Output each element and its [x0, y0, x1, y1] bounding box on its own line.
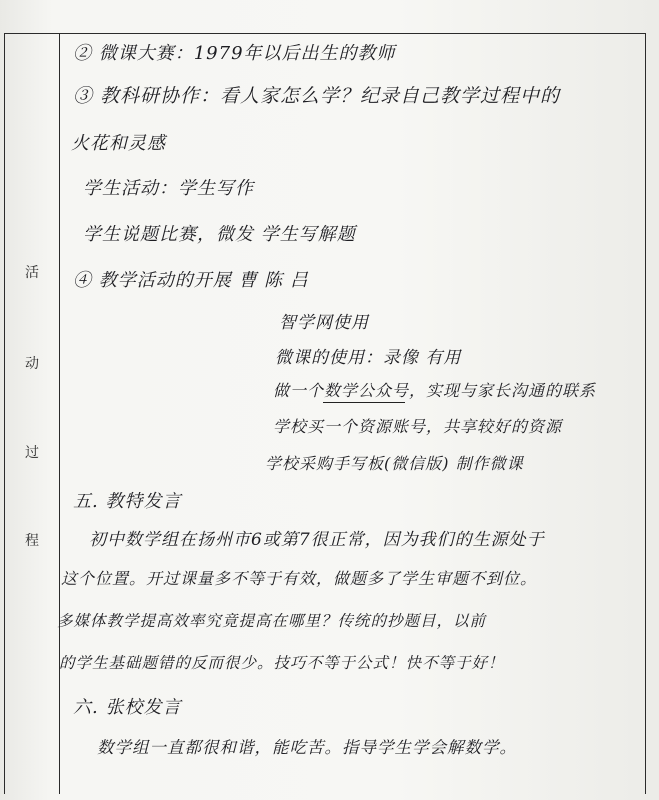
- activity-notes: [57, 34, 645, 794]
- section-heading: 五. 教特发言: [73, 491, 182, 512]
- label-column: [5, 34, 60, 794]
- note-line: ② 微课大赛：1979年以后出生的教师: [73, 43, 396, 64]
- note-line: ④ 教学活动的开展 曹 陈 吕: [73, 270, 309, 291]
- side-label-char: 动: [25, 356, 39, 372]
- note-line: 初中数学组在扬州市6或第7很正常，因为我们的生源处于: [89, 530, 545, 550]
- side-label-char: 活: [25, 265, 39, 281]
- note-line: 的学生基础题错的反而很少。技巧不等于公式！快不等于好！: [59, 654, 505, 672]
- note-line: 做一个数学公众号，实现与家长沟通的联系: [273, 381, 597, 400]
- note-line: 学生说题比赛，微发 学生写解题: [83, 224, 356, 245]
- note-line: 火花和灵感: [71, 133, 166, 154]
- note-line: 多媒体教学提高效率究竟提高在哪里？传统的抄题目，以前: [57, 612, 487, 630]
- note-line: 这个位置。开过课量多不等于有效，做题多了学生审题不到位。: [61, 569, 538, 588]
- note-line: 学校买一个资源账号，共享较好的资源: [273, 417, 563, 436]
- section-heading: 六. 张校发言: [73, 697, 182, 718]
- side-label-char: 过: [25, 445, 39, 461]
- note-line: ③ 教科研协作：看人家怎么学？纪录自己教学过程中的: [73, 85, 561, 107]
- note-line: 学校采购手写板(微信版) 制作微课: [265, 454, 524, 473]
- note-line: 数学组一直都很和谐，能吃苦。指导学生学会解数学。: [97, 738, 517, 757]
- note-line: 微课的使用：录像 有用: [275, 348, 462, 368]
- note-line: 学生活动：学生写作: [83, 178, 254, 199]
- emphasis-underline: [323, 402, 405, 403]
- note-line: 智学网使用: [279, 313, 369, 333]
- record-table: [4, 33, 646, 794]
- side-label-char: 程: [25, 533, 39, 549]
